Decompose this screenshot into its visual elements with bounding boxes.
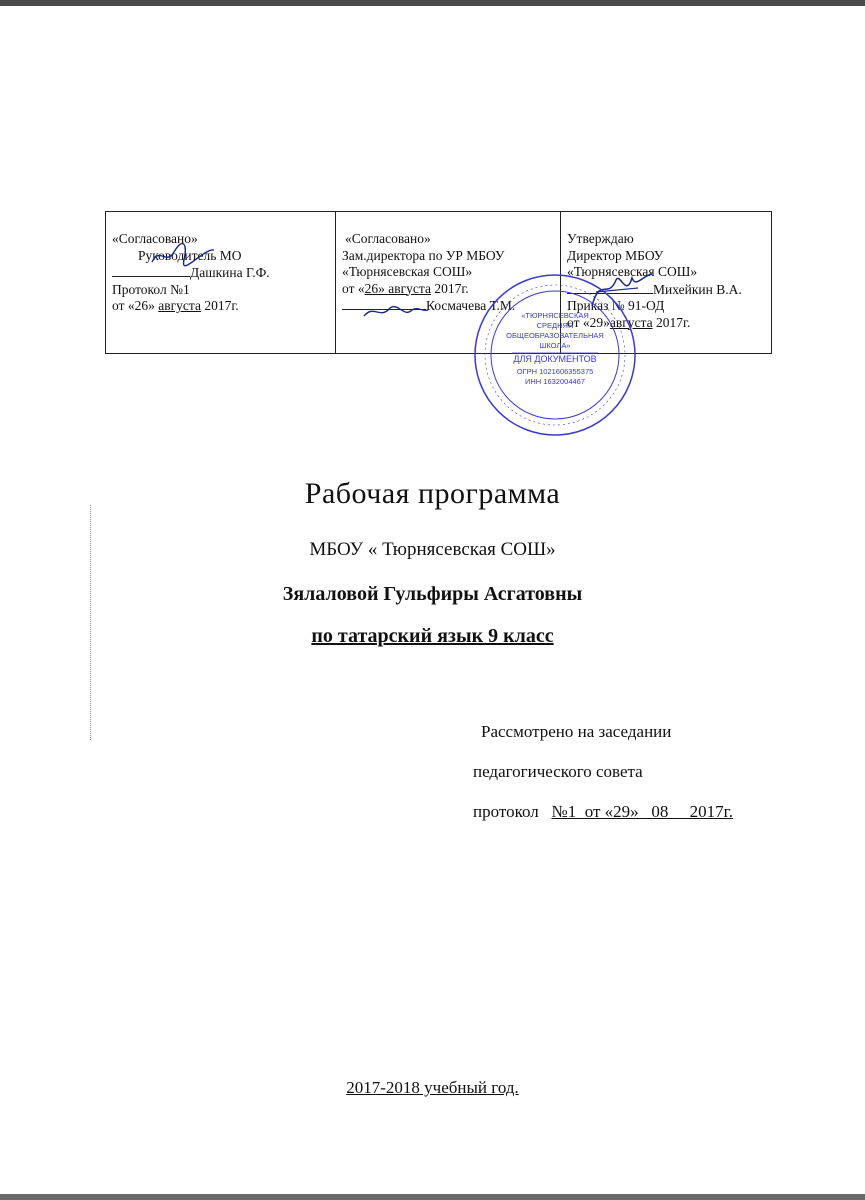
approval-table (105, 211, 772, 354)
review-protocol-label: протокол (473, 802, 552, 821)
approval-date-prefix: от « (342, 280, 365, 296)
approval-school: «Тюрнясевская СОШ» (567, 264, 698, 279)
approval-heading: «Согласовано» (345, 231, 431, 246)
stamp-line: ОБЩЕОБРАЗОВАТЕЛЬНАЯ (506, 331, 604, 340)
signature-deputy (360, 300, 430, 322)
teacher-name: Зялаловой Гульфиры Асгатовны (282, 583, 583, 605)
approval-date-year: 2017г. (655, 314, 691, 330)
scan-edge-bottom (0, 1194, 865, 1200)
approval-date-day: 26» августа (364, 280, 431, 296)
approval-date-year: 2017г. (434, 280, 469, 296)
approver-name: Дашкина Г.Ф. (190, 265, 270, 280)
review-line-1: Рассмотрено на заседании (481, 722, 672, 741)
scan-edge-top (0, 0, 865, 6)
stamp-line: ДЛЯ ДОКУМЕНТОВ (513, 354, 597, 364)
school-stamp (472, 272, 638, 438)
review-protocol-number: №1 от «29» 08 2017г. (551, 802, 733, 821)
stamp-line: «ТЮРНЯСЕВСКАЯ (521, 311, 589, 320)
school-name: МБОУ « Тюрнясевская СОШ» (309, 539, 556, 560)
stamp-line: ШКОЛА» (539, 341, 571, 350)
document-title: Рабочая программа (304, 477, 561, 510)
subject-line: по татарский язык 9 класс (311, 625, 554, 647)
approval-date-month: августа (609, 314, 653, 330)
approval-date-month: августа (158, 298, 201, 313)
approver-name: Космачева Т.М. (426, 298, 516, 313)
approval-role: Руководитель МО (138, 247, 242, 263)
approval-date-year: 2017г. (204, 298, 239, 313)
approval-school: «Тюрнясевская СОШ» (342, 264, 473, 279)
academic-year: 2017-2018 учебный год. (346, 1078, 519, 1097)
approver-name: Михейкин В.А. (653, 281, 742, 297)
stamp-line: ОГРН 1021606355375 (516, 367, 594, 376)
approval-heading: Утверждаю (567, 231, 634, 246)
approval-date-prefix: от «29» (567, 314, 610, 330)
stamp-line: СРЕДНЯЯ (536, 321, 574, 330)
review-line-3 (473, 802, 733, 822)
protocol-number: Протокол №1 (112, 281, 190, 297)
signature-mo (148, 238, 218, 270)
approval-date-prefix: от «26» (112, 298, 155, 313)
order-number: Приказ № 91-ОД (567, 298, 665, 313)
approval-cell-agreed-mo (106, 212, 336, 354)
approval-heading: «Согласовано» (112, 231, 198, 246)
review-line-2: педагогического совета (473, 762, 643, 781)
approval-role: Директор МБОУ (567, 247, 664, 263)
stamp-line: ИНН 1632004467 (524, 377, 586, 386)
approval-role: Зам.директора по УР МБОУ (342, 247, 505, 263)
